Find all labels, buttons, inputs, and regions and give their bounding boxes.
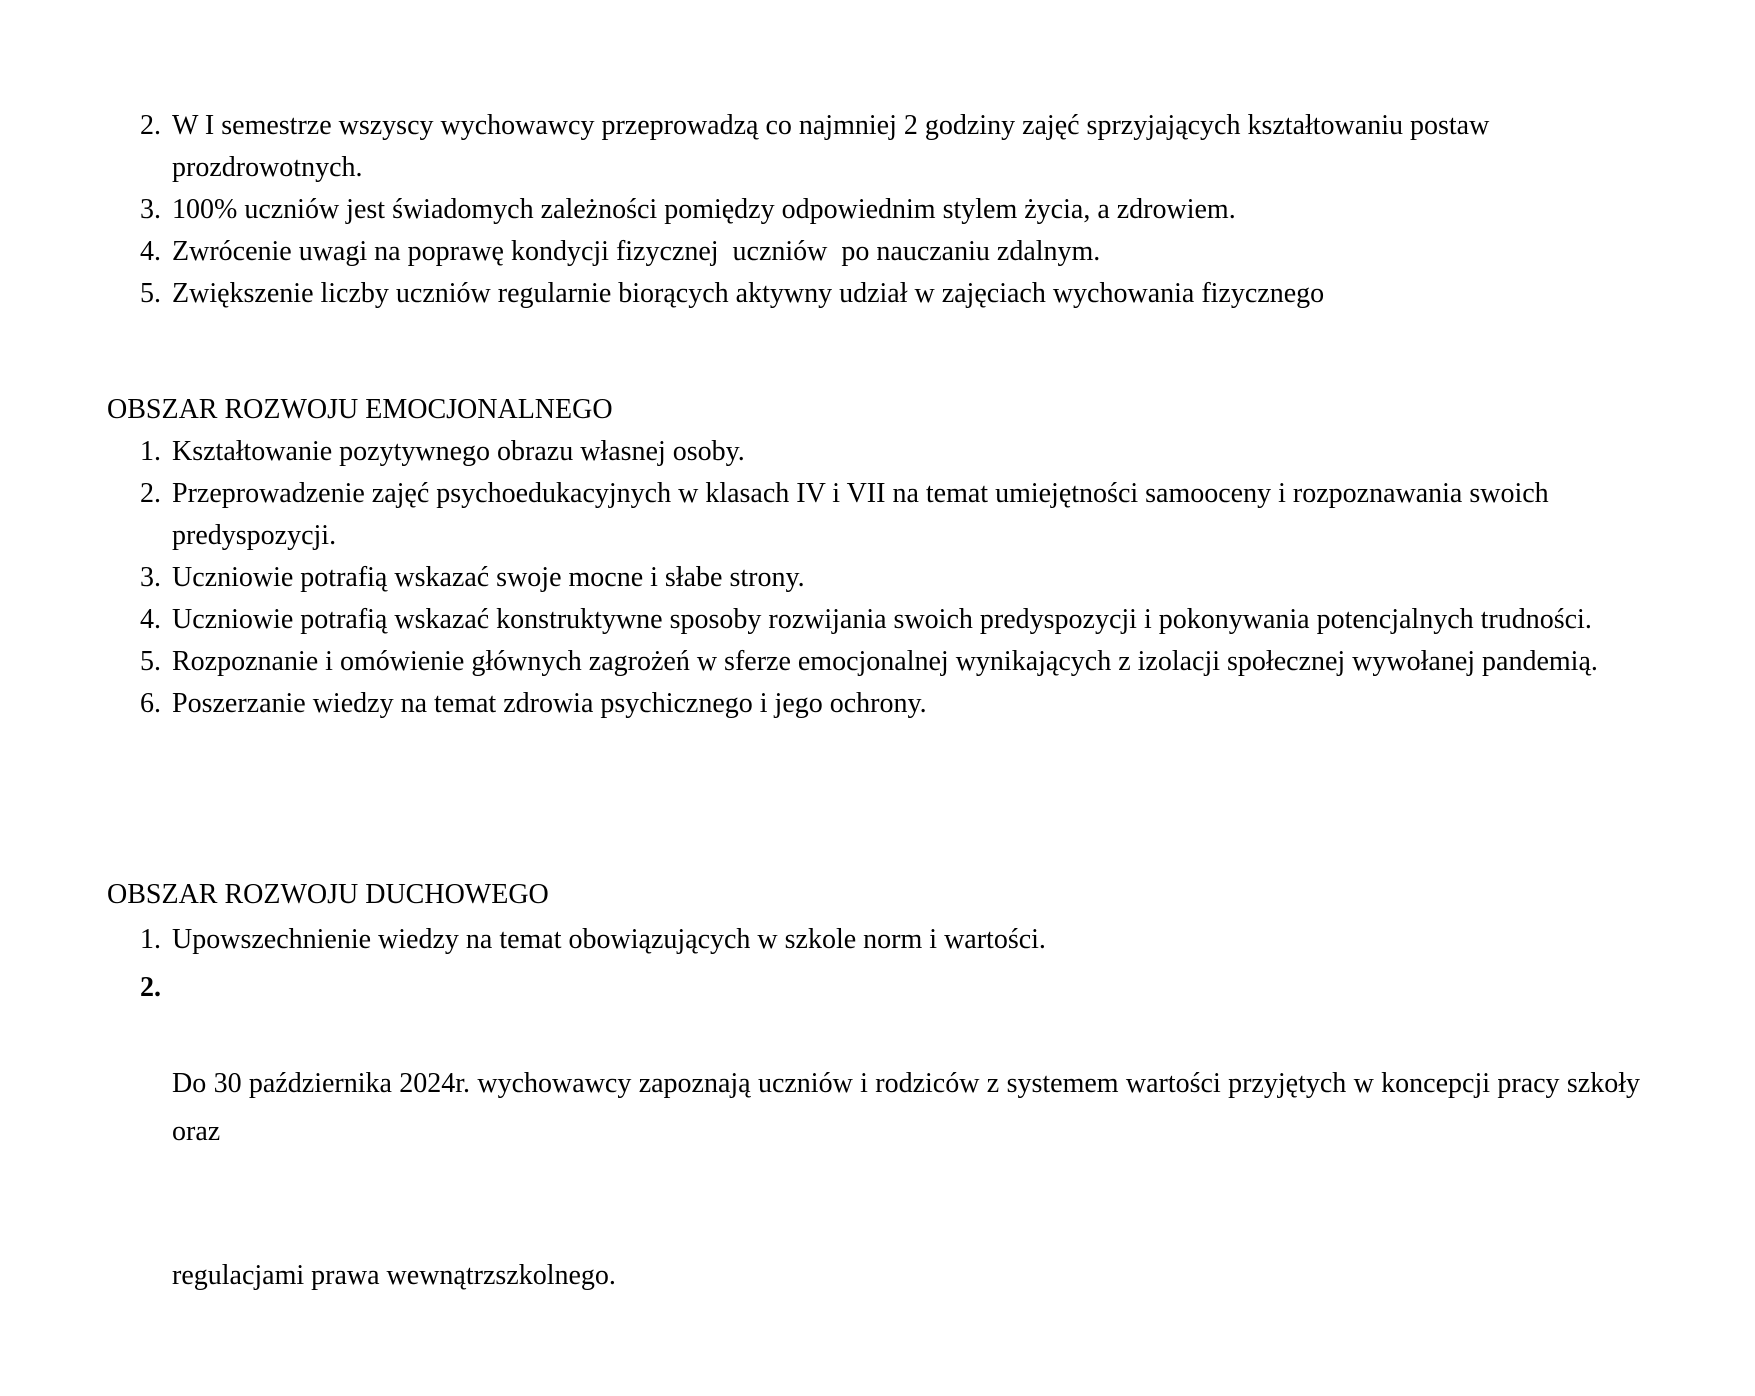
spiritual-development-list [107, 916, 1640, 1396]
list-item-number: 2. [140, 972, 161, 1003]
list-item [107, 105, 1640, 189]
list-item-text: Zwrócenie uwagi na poprawę kondycji fizycznej uczniów po nauczaniu zdalnym. [172, 236, 1101, 267]
section-heading-emotional: OBSZAR ROZWOJU EMOCJONALNEGO [107, 394, 613, 425]
list-item-number: 6. [140, 688, 161, 719]
list-item [107, 557, 1640, 599]
wrapped-line: regulacjami prawa wewnątrzszkolnego. [172, 1260, 616, 1291]
list-item-text: Upowszechnienie wiedzy na temat obowiązujących w szkole norm i wartości. [172, 924, 1046, 955]
list-item [107, 273, 1640, 315]
list-item-number: 5. [140, 646, 161, 677]
health-area-list [107, 105, 1640, 315]
list-item [107, 683, 1640, 725]
list-item [107, 964, 1640, 1396]
list-item [107, 599, 1640, 641]
list-item-number: 2. [140, 110, 161, 141]
list-item-text: Poszerzanie wiedzy na temat zdrowia psychicznego i jego ochrony. [172, 688, 927, 719]
list-item-number: 2. [140, 478, 161, 509]
list-item-text: Rozpoznanie i omówienie głównych zagrożeń w sferze emocjonalnej wynikających z izolacji społecznej wywołanej pandemią. [172, 646, 1598, 677]
list-item-text: Przeprowadzenie zajęć psychoedukacyjnych w klasach IV i VII na temat umiejętności samooceny i rozpoznawania swoich predyspozycji. [172, 478, 1556, 551]
list-item-number: 3. [140, 194, 161, 225]
list-item [107, 231, 1640, 273]
list-item-number: 4. [140, 604, 161, 635]
list-item-text: 100% uczniów jest świadomych zależności pomiędzy odpowiednim stylem życia, a zdrowiem. [172, 194, 1236, 225]
list-item-number: 5. [140, 278, 161, 309]
list-item-number: 4. [140, 236, 161, 267]
list-item-number: 3. [140, 562, 161, 593]
list-item [107, 641, 1640, 683]
emotional-development-list [107, 431, 1640, 725]
list-item [107, 431, 1640, 473]
list-item-text: Zwiększenie liczby uczniów regularnie biorących aktywny udział w zajęciach wychowania fizycznego [172, 278, 1325, 309]
list-item [107, 189, 1640, 231]
list-item-text: Uczniowie potrafią wskazać konstruktywne sposoby rozwijania swoich predyspozycji i pokonywania potencjalnych trudności. [172, 604, 1592, 635]
list-item-number: 1. [140, 924, 161, 955]
list-item-text: Kształtowanie pozytywnego obrazu własnej osoby. [172, 436, 745, 467]
list-item [107, 916, 1640, 964]
list-item [107, 473, 1640, 557]
list-item-number: 1. [140, 436, 161, 467]
list-item-text: W I semestrze wszyscy wychowawcy przeprowadzą co najmniej 2 godziny zajęć sprzyjających kształtowaniu postaw prozdrowotnych. [172, 110, 1497, 183]
list-item-text: Uczniowie potrafią wskazać swoje mocne i słabe strony. [172, 562, 805, 593]
list-item-text [172, 964, 1640, 1396]
section-heading-spiritual: OBSZAR ROZWOJU DUCHOWEGO [107, 879, 549, 910]
justified-line: Do 30 października 2024r. wychowawcy zapoznają uczniów i rodziców z systemem wartości przyjętych w koncepcji pracy szkoły oraz [172, 1068, 1640, 1147]
